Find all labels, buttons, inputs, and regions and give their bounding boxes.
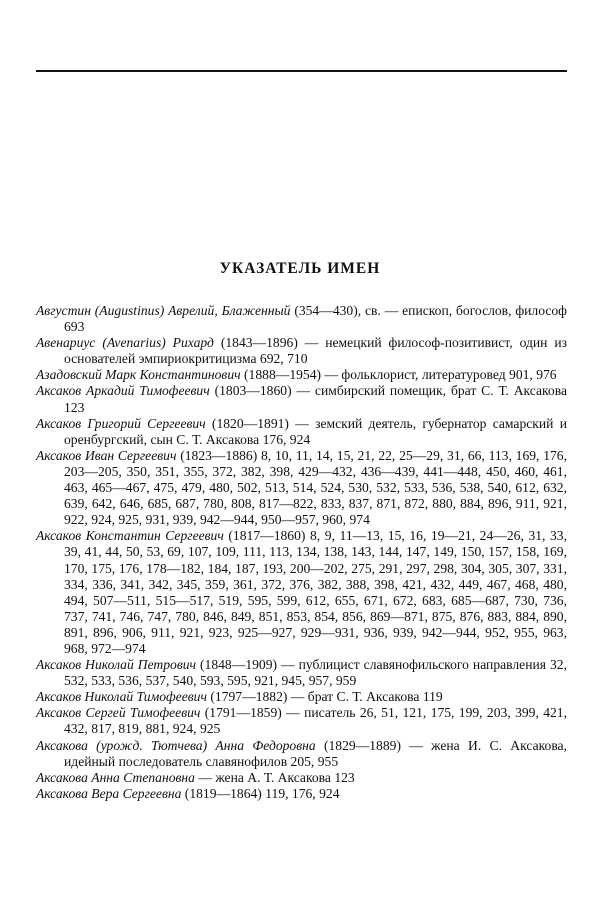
index-entries [36,303,567,802]
entry-text: (1797—1882) — брат С. Т. Аксакова 119 [206,689,443,705]
index-entry [36,770,567,786]
entry-name: Авенариус (Avenarius) Рихард [36,335,214,351]
index-entry [36,786,567,802]
entry-name: Азадовский Марк Константинович [36,367,241,383]
entry-text: — жена А. Т. Аксакова 123 [194,769,355,785]
index-entry [36,528,567,657]
entry-text: (1888—1954) — фольклорист, литературовед 901, 976 [240,367,557,383]
top-rule [36,70,567,72]
entry-name: Аксаков Николай Петрович [36,657,197,673]
index-entry [36,657,567,689]
entry-text: (1819—1864) 119, 176, 924 [181,785,340,801]
entry-text: (1823—1886) 8, 10, 11, 14, 15, 21, 22, 25—29, 31, 66, 113, 169, 176, 203—205, 350, 351, 355, 372, 382, 398, 429—432, 436—439, 441—448, 450, 460, 461, 463, 465—467, 475, 479, 480, 502, 513, 514, 524, 530, 532, 533, 536, 538, 540, 612, 632, 639, 642, 646, 685, 687, 780, 808, 817—822, 833, 837, 871, 872, 880, 884, 896, 911, 921, 922, 924, 925, 931, 939, 942—944, 950—957, 960, 974 [64,447,567,528]
entry-name: Аксакова (урожд. Тютчева) Анна Федоровна [36,737,316,753]
entry-name: Аксаков Аркадий Тимофеевич [36,383,210,399]
entry-text: (1803—1860) — симбирский помещик, брат С. Т. Аксакова 123 [64,383,567,415]
entry-name: Аксаков Константин Сергеевич [36,528,224,544]
index-entry [36,367,567,383]
index-entry [36,448,567,528]
entry-text: (1791—1859) — писатель 26, 51, 121, 175, 199, 203, 399, 421, 432, 817, 819, 881, 924, 925 [64,705,567,737]
entry-text: (354—430), св. — епископ, богослов, философ 693 [64,303,567,335]
entry-text: (1820—1891) — земский деятель, губернатор самарский и оренбургский, сын С. Т. Аксакова 176, 924 [64,415,567,447]
entry-name: Аксакова Вера Сергеевна [36,785,182,801]
index-title: УКАЗАТЕЛЬ ИМЕН [219,260,381,277]
entry-text: (1829—1889) — жена И. С. Аксакова, идейный последователь славянофилов 205, 955 [64,737,567,769]
entry-name: Аксаков Иван Сергеевич [36,447,177,463]
entry-name: Аксакова Анна Степановна [36,769,195,785]
index-entry [36,738,567,770]
entry-text: (1848—1909) — публицист славянофильского направления 32, 532, 533, 536, 537, 540, 593, 595, 921, 945, 957, 959 [64,657,567,689]
index-entry [36,689,567,705]
index-entry [36,383,567,415]
entry-name: Аксаков Сергей Тимофеевич [36,705,201,721]
entry-text: (1817—1860) 8, 9, 11—13, 15, 16, 19—21, 24—26, 31, 33, 39, 41, 44, 50, 53, 69, 107, 109, 111, 113, 134, 138, 143, 144, 147, 149, 150, 157, 158, 169, 170, 175, 176, 178—182, 184, 187, 193, 200—202, 275, 291, 297, 298, 304, 305, 307, 331, 334, 336, 341, 342, 345, 359, 361, 372, 376, 382, 388, 398, 421, 432, 449, 467, 468, 480, 494, 507—511, 515—517, 519, 595, 599, 612, 655, 671, 672, 683, 685—687, 730, 736, 737, 741, 746, 747, 780, 846, 849, 851, 853, 854, 856, 869—871, 875, 876, 883, 884, 890, 891, 896, 906, 911, 921, 923, 925—927, 929—931, 936, 939, 942—944, 952, 955, 963, 968, 972—974 [64,528,567,656]
entry-name: Аксаков Григорий Сергеевич [36,415,206,431]
index-entry [36,335,567,367]
index-entry [36,705,567,737]
entry-text: (1843—1896) — немецкий философ-позитивист, один из основателей эмпириокритицизма 692, 710 [64,335,567,367]
entry-name: Аксаков Николай Тимофеевич [36,689,207,705]
index-entry [36,416,567,448]
entry-name: Августин (Augustinus) Аврелий, Блаженный [36,303,291,318]
index-entry [36,303,567,335]
